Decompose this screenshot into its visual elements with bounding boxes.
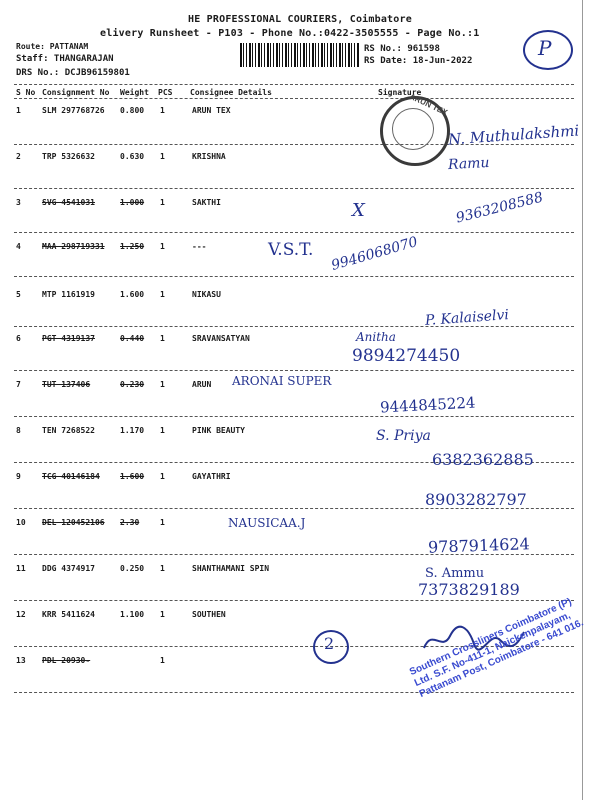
row8-consignment: TEN 7268522 [42,426,95,435]
col-consignment: Consignment No [42,88,110,97]
row1-consignment: SLM 297768726 [42,106,105,115]
row7-pcs: 1 [160,380,165,389]
col-signature: Signature [378,88,422,97]
seal-inner-ring [392,108,434,150]
row6-name: P. Kalaiselvi [424,307,510,329]
row6-phone: 9894274450 [352,346,461,366]
page-mark-letter: P [538,36,552,60]
row10-pcs: 1 [160,518,165,527]
row6-sno: 6 [16,334,21,343]
row-divider [14,276,574,277]
row-divider [14,232,574,233]
row-divider [14,370,574,371]
row12-pcs: 1 [160,610,165,619]
row8-pcs: 1 [160,426,165,435]
row8-sno: 8 [16,426,21,435]
row3-consignment: SVG 4541031 [42,198,95,207]
row4-pcs: 1 [160,242,165,251]
row7-phone: 9444845224 [379,393,476,417]
row3-consignee: SAKTHI [192,198,221,207]
row-divider [14,326,574,327]
row7-consignee: ARUN [192,380,212,389]
col-sno: S No [16,88,36,97]
row1-sno: 1 [16,106,21,115]
row9-pcs: 1 [160,472,165,481]
row8-consignee: PINK BEAUTY [192,426,245,435]
row-divider [14,416,574,417]
row5-consignment: MTP 1161919 [42,290,95,299]
row8-signature: S. Priya [376,428,431,444]
row4-name: V.S.T. [268,240,314,260]
row13-pcs: 1 [160,656,165,665]
row2-signature: Ramu [447,154,490,174]
rs-number: RS No.: 961598 [364,44,440,54]
row7-aronai: ARONAI SUPER [232,374,332,388]
row-divider [14,600,574,601]
row10-name: NAUSICAA.J [228,516,306,530]
col-pcs: PCS [158,88,173,97]
row5-consignee: NIKASU [192,290,221,299]
row11-consignment: DDG 4374917 [42,564,95,573]
table-bottom-rule [14,692,574,693]
row8-weight: 1.170 [120,426,145,435]
row1-consignee: ARUN TEX [192,106,231,115]
row6-consignee: SRAVANSATYAN [192,334,250,343]
row3-phone: 9363208588 [454,189,545,227]
row6-consignment: PGT 4319137 [42,334,95,343]
staff-label: Staff: THANGARAJAN [16,54,114,64]
row11-name: S. Ammu [425,566,485,581]
barcode [240,43,360,67]
row6-name-2: Anitha [356,330,396,344]
row3-sno: 3 [16,198,21,207]
page-edge-line [582,0,583,800]
row12-sno: 12 [16,610,26,619]
row7-sno: 7 [16,380,21,389]
row2-pcs: 1 [160,152,165,161]
row7-weight: 0.230 [120,380,145,389]
company-title: HE PROFESSIONAL COURIERS, Coimbatore [188,14,412,25]
row2-sno: 2 [16,152,21,161]
row11-sno: 11 [16,564,26,573]
row11-pcs: 1 [160,564,165,573]
rs-date: RS Date: 18-Jun-2022 [364,56,473,66]
row4-sno: 4 [16,242,21,251]
row9-consignment: TCG 40146184 [42,472,100,481]
row4-weight: 1.250 [120,242,145,251]
row5-sno: 5 [16,290,21,299]
row13-sno: 13 [16,656,26,665]
row4-consignee: --- [192,242,207,251]
row11-phone: 7373829189 [418,580,520,599]
row3-x-mark: X [352,200,365,221]
row5-pcs: 1 [160,290,165,299]
row9-weight: 1.600 [120,472,145,481]
row10-sno: 10 [16,518,26,527]
row10-consignment: DEL 120452106 [42,518,105,527]
circled-number-text: 2 [324,634,335,653]
row9-consignee: GAYATHRI [192,472,231,481]
row6-pcs: 1 [160,334,165,343]
header-bottom-rule [14,98,574,99]
row10-weight: 2.30 [120,518,140,527]
row10-phone: 8903282797 [425,490,527,509]
row12-consignee: SOUTHEN [192,610,226,619]
row12-weight: 1.100 [120,610,145,619]
col-weight: Weight [120,88,149,97]
row11-consignee: SHANTHAMANI SPIN [192,564,270,573]
header-top-rule [14,84,574,85]
company-stamp: Southern Crossliners Coimbatore (P) Ltd. S.F. No-411-1, Naickenpalayam, Pattanam Post, Coimbatore - 641 016. [408,596,586,700]
row4-consignment: MAA 298719331 [42,242,105,251]
row2-consignment: TRP 5326632 [42,152,95,161]
drs-number: DRS No.: DCJB96159801 [16,68,130,78]
row12-consignment: KRR 5411624 [42,610,95,619]
row3-pcs: 1 [160,198,165,207]
row1-weight: 0.800 [120,106,145,115]
row1-signature: N. Muthulakshmi [447,121,580,149]
row-divider [14,188,574,189]
row9-phone: 6382362885 [432,450,534,469]
row9-sno: 9 [16,472,21,481]
row4-phone: 9946068070 [329,234,420,274]
row1-pcs: 1 [160,106,165,115]
row5-weight: 1.600 [120,290,145,299]
route-label: Route: PATTANAM [16,42,89,51]
row13-consignment: PDL 20930- [42,656,91,665]
row10-phone-2: 9787914624 [427,534,531,557]
row2-consignee: KRISHNA [192,152,226,161]
col-consignee: Consignee Details [190,88,272,97]
row7-consignment: TUT 137406 [42,380,91,389]
runsheet-line: elivery Runsheet - P103 - Phone No.:0422-3505555 - Page No.:1 [100,28,480,39]
row2-weight: 0.630 [120,152,145,161]
seal-text: ARUN TEX [408,91,449,118]
row6-weight: 0.440 [120,334,145,343]
row11-weight: 0.250 [120,564,145,573]
row3-weight: 1.000 [120,198,145,207]
